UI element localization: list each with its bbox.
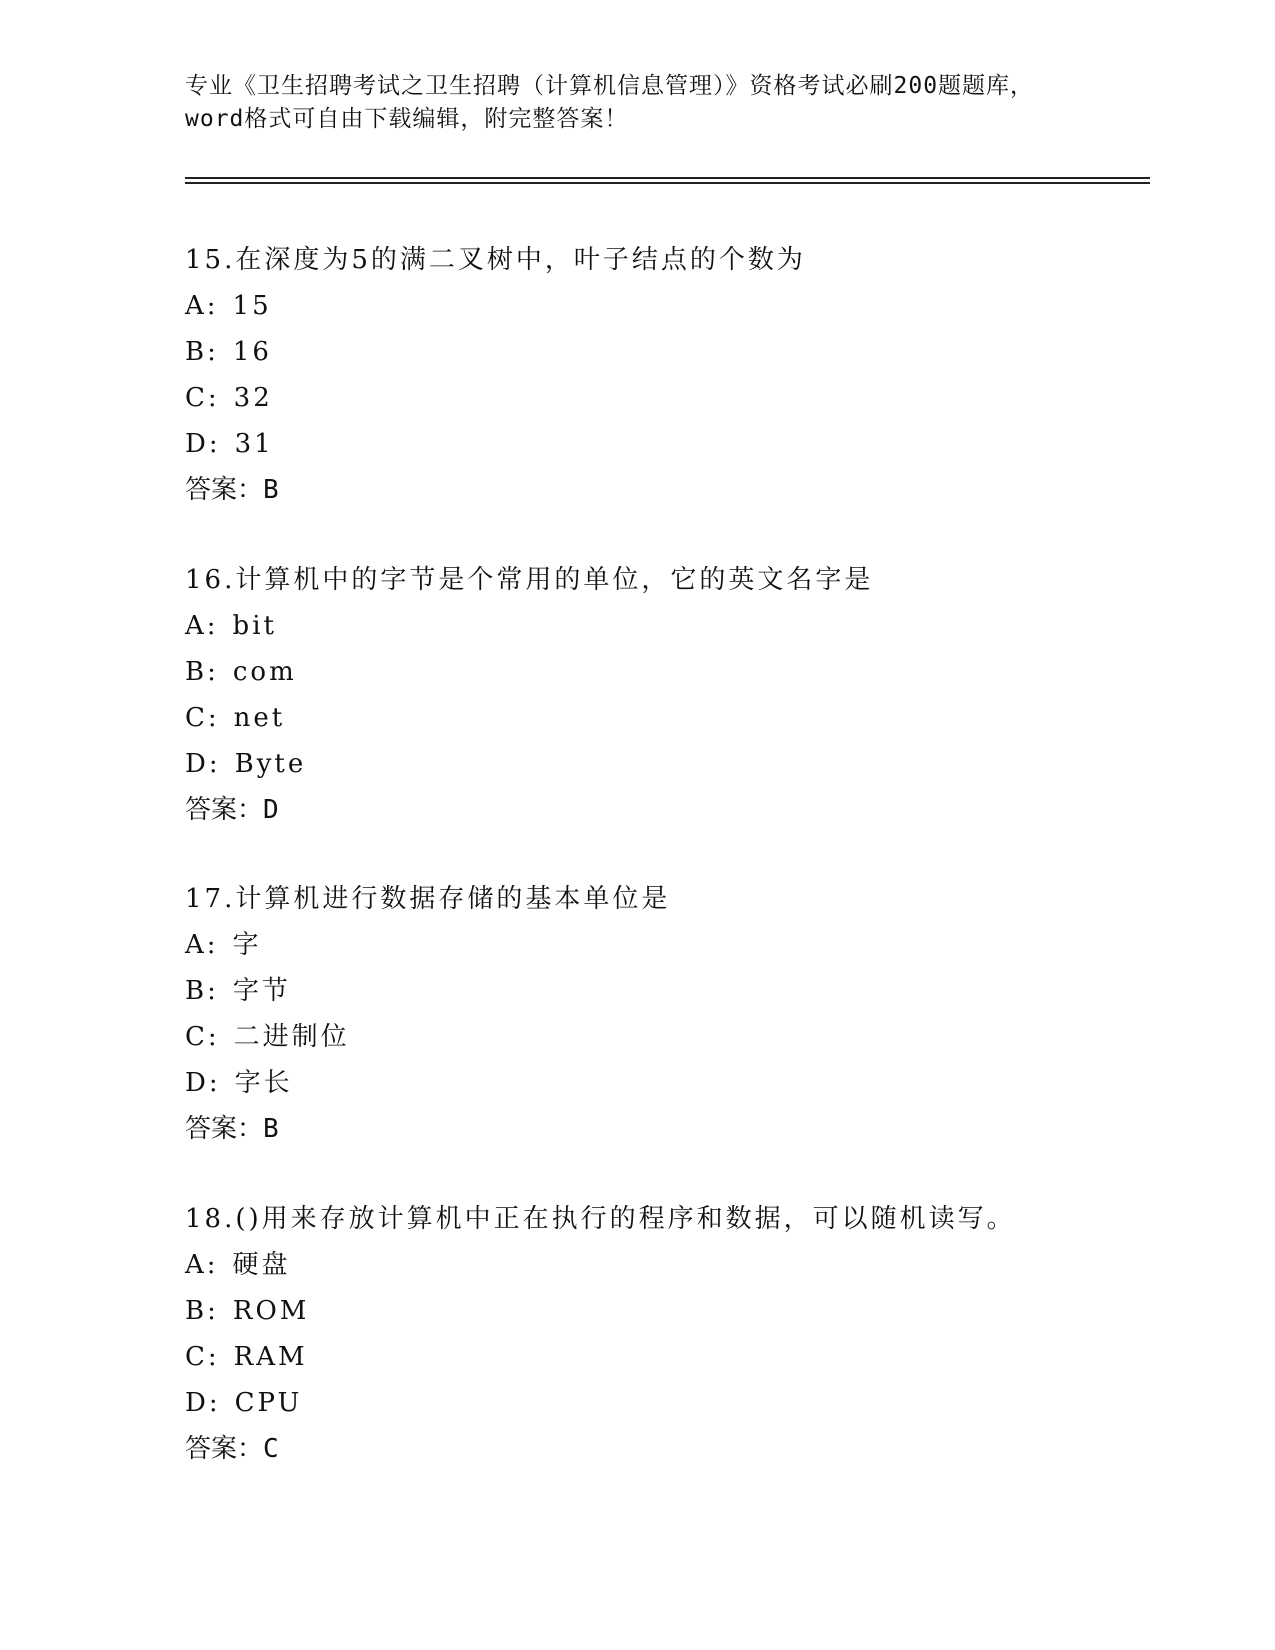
option-letter: C: <box>185 1022 220 1052</box>
option-text: 32 <box>233 383 273 413</box>
option-text: 字节 <box>232 976 291 1006</box>
option-a <box>185 603 1145 649</box>
option-text: 31 <box>234 429 274 459</box>
option-letter: C: <box>185 703 220 733</box>
option-letter: A: <box>185 291 219 321</box>
option-c <box>185 695 1145 741</box>
option-text: 字 <box>232 930 262 960</box>
header-line-2: word格式可自由下载编辑，附完整答案！ <box>185 106 629 132</box>
question-15 <box>185 237 1145 513</box>
answer-line: 答案：B <box>185 1114 279 1144</box>
option-c <box>185 1334 1145 1380</box>
header-line-1: 专业《卫生招聘考试之卫生招聘（计算机信息管理）》资格考试必刷200题题库， <box>185 73 1035 99</box>
option-letter: C: <box>185 1342 220 1372</box>
header-divider-top <box>185 177 1150 179</box>
option-text: 15 <box>232 291 272 321</box>
option-letter: D: <box>185 1068 221 1098</box>
question-18 <box>185 1196 1145 1472</box>
option-text: 硬盘 <box>232 1250 291 1280</box>
option-letter: A: <box>185 1250 219 1280</box>
option-a <box>185 922 1145 968</box>
option-d <box>185 1380 1145 1426</box>
option-letter: D: <box>185 1388 221 1418</box>
option-letter: A: <box>185 611 219 641</box>
option-text: com <box>232 657 297 687</box>
option-d <box>185 1060 1145 1106</box>
option-d <box>185 421 1145 467</box>
header-divider-bottom <box>185 182 1150 184</box>
question-stem: 18.()用来存放计算机中正在执行的程序和数据，可以随机读写。 <box>185 1204 1016 1234</box>
option-letter: D: <box>185 429 221 459</box>
option-text: 16 <box>232 337 272 367</box>
option-d <box>185 741 1145 787</box>
option-letter: B: <box>185 337 219 367</box>
option-letter: B: <box>185 976 219 1006</box>
answer-line: 答案：B <box>185 475 279 505</box>
option-letter: D: <box>185 749 221 779</box>
option-letter: C: <box>185 383 220 413</box>
question-stem: 17.计算机进行数据存储的基本单位是 <box>185 884 671 914</box>
option-c <box>185 375 1145 421</box>
option-text: net <box>233 703 286 733</box>
option-a <box>185 1242 1145 1288</box>
question-stem: 15.在深度为5的满二叉树中，叶子结点的个数为 <box>185 245 806 275</box>
document-header <box>185 70 1085 136</box>
option-c <box>185 1014 1145 1060</box>
option-text: bit <box>232 611 277 641</box>
option-b <box>185 649 1145 695</box>
question-16 <box>185 557 1145 833</box>
option-text: CPU <box>234 1388 303 1418</box>
option-text: Byte <box>234 749 307 779</box>
option-text: 二进制位 <box>233 1022 350 1052</box>
option-letter: A: <box>185 930 219 960</box>
answer-line: 答案：D <box>185 795 279 825</box>
question-17 <box>185 876 1145 1152</box>
answer-line: 答案：C <box>185 1434 279 1464</box>
option-letter: B: <box>185 657 219 687</box>
option-text: 字长 <box>234 1068 293 1098</box>
option-b <box>185 968 1145 1014</box>
option-b <box>185 329 1145 375</box>
question-stem: 16.计算机中的字节是个常用的单位，它的英文名字是 <box>185 565 874 595</box>
option-text: ROM <box>232 1296 310 1326</box>
option-b <box>185 1288 1145 1334</box>
option-letter: B: <box>185 1296 219 1326</box>
option-a <box>185 283 1145 329</box>
option-text: RAM <box>233 1342 308 1372</box>
